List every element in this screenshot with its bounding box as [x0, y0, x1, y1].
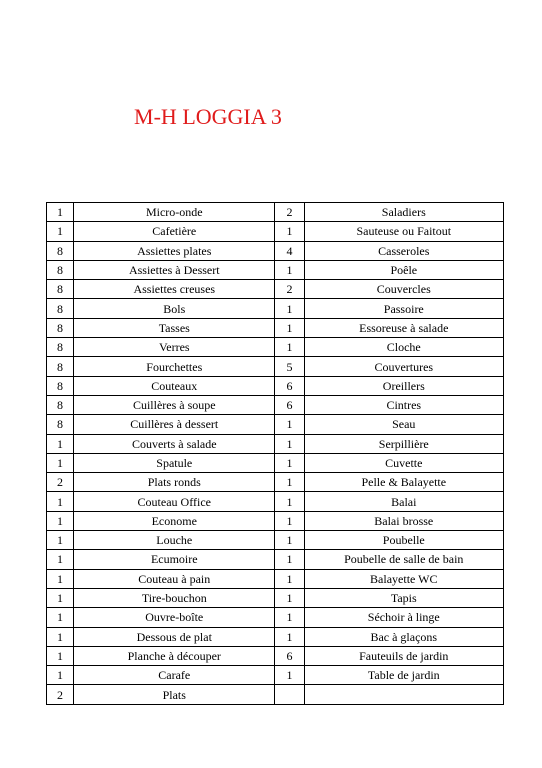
quantity-cell: 1 — [47, 492, 74, 511]
item-cell: Planche à découper — [74, 646, 275, 665]
quantity-cell: 1 — [275, 588, 304, 607]
table-row — [47, 685, 504, 705]
table-row — [47, 280, 504, 299]
quantity-cell: 1 — [47, 203, 74, 222]
table-row — [47, 550, 504, 569]
item-cell: Plats — [74, 685, 275, 705]
item-cell: Couvercles — [304, 280, 503, 299]
quantity-cell: 1 — [275, 550, 304, 569]
table-row — [47, 453, 504, 472]
quantity-cell: 4 — [275, 241, 304, 260]
item-cell: Cuillères à dessert — [74, 415, 275, 434]
quantity-cell: 8 — [47, 299, 74, 318]
table-row — [47, 569, 504, 588]
quantity-cell: 1 — [275, 531, 304, 550]
table-row — [47, 531, 504, 550]
quantity-cell — [275, 685, 304, 705]
table-row — [47, 434, 504, 453]
table-row — [47, 473, 504, 492]
quantity-cell: 8 — [47, 280, 74, 299]
item-cell: Cafetière — [74, 222, 275, 241]
quantity-cell: 1 — [47, 627, 74, 646]
item-cell: Bols — [74, 299, 275, 318]
item-cell — [304, 685, 503, 705]
quantity-cell: 2 — [275, 203, 304, 222]
table-row — [47, 299, 504, 318]
table-row — [47, 318, 504, 337]
item-cell: Tasses — [74, 318, 275, 337]
item-cell: Saladiers — [304, 203, 503, 222]
quantity-cell: 1 — [47, 550, 74, 569]
quantity-cell: 8 — [47, 376, 74, 395]
table-row — [47, 222, 504, 241]
item-cell: Assiettes plates — [74, 241, 275, 260]
item-cell: Passoire — [304, 299, 503, 318]
item-cell: Balai — [304, 492, 503, 511]
table-row — [47, 415, 504, 434]
table-row — [47, 608, 504, 627]
item-cell: Cuvette — [304, 453, 503, 472]
quantity-cell: 1 — [47, 666, 74, 685]
quantity-cell: 2 — [47, 473, 74, 492]
quantity-cell: 1 — [275, 415, 304, 434]
item-cell: Tapis — [304, 588, 503, 607]
item-cell: Tire-bouchon — [74, 588, 275, 607]
item-cell: Assiettes à Dessert — [74, 260, 275, 279]
table-row — [47, 338, 504, 357]
page-title: M-H LOGGIA 3 — [134, 104, 282, 129]
table-row — [47, 588, 504, 607]
quantity-cell: 1 — [47, 511, 74, 530]
quantity-cell: 1 — [47, 222, 74, 241]
item-cell: Micro-onde — [74, 203, 275, 222]
item-cell: Pelle & Balayette — [304, 473, 503, 492]
table-row — [47, 260, 504, 279]
item-cell: Poubelle — [304, 531, 503, 550]
item-cell: Carafe — [74, 666, 275, 685]
table-row — [47, 395, 504, 414]
table-row — [47, 666, 504, 685]
item-cell: Sauteuse ou Faitout — [304, 222, 503, 241]
quantity-cell: 1 — [275, 473, 304, 492]
item-cell: Ouvre-boîte — [74, 608, 275, 627]
item-cell: Couteau à pain — [74, 569, 275, 588]
quantity-cell: 2 — [47, 685, 74, 705]
quantity-cell: 1 — [47, 453, 74, 472]
quantity-cell: 8 — [47, 357, 74, 376]
quantity-cell: 1 — [275, 627, 304, 646]
item-cell: Cloche — [304, 338, 503, 357]
table-row — [47, 627, 504, 646]
quantity-cell: 1 — [47, 569, 74, 588]
quantity-cell: 1 — [275, 338, 304, 357]
table-row — [47, 203, 504, 222]
item-cell: Oreillers — [304, 376, 503, 395]
inventory-table — [46, 202, 504, 705]
item-cell: Plats ronds — [74, 473, 275, 492]
quantity-cell: 1 — [47, 588, 74, 607]
item-cell: Poêle — [304, 260, 503, 279]
item-cell: Seau — [304, 415, 503, 434]
quantity-cell: 1 — [275, 666, 304, 685]
quantity-cell: 1 — [47, 434, 74, 453]
quantity-cell: 8 — [47, 241, 74, 260]
item-cell: Econome — [74, 511, 275, 530]
table-row — [47, 241, 504, 260]
quantity-cell: 8 — [47, 395, 74, 414]
item-cell: Couteaux — [74, 376, 275, 395]
quantity-cell: 1 — [275, 222, 304, 241]
quantity-cell: 1 — [47, 531, 74, 550]
item-cell: Cintres — [304, 395, 503, 414]
quantity-cell: 1 — [275, 569, 304, 588]
item-cell: Balayette WC — [304, 569, 503, 588]
quantity-cell: 6 — [275, 395, 304, 414]
item-cell: Balai brosse — [304, 511, 503, 530]
quantity-cell: 8 — [47, 338, 74, 357]
item-cell: Couteau Office — [74, 492, 275, 511]
item-cell: Louche — [74, 531, 275, 550]
quantity-cell: 1 — [275, 299, 304, 318]
quantity-cell: 1 — [275, 453, 304, 472]
item-cell: Séchoir à linge — [304, 608, 503, 627]
quantity-cell: 8 — [47, 318, 74, 337]
item-cell: Ecumoire — [74, 550, 275, 569]
item-cell: Cuillères à soupe — [74, 395, 275, 414]
quantity-cell: 1 — [47, 646, 74, 665]
quantity-cell: 1 — [275, 492, 304, 511]
item-cell: Fauteuils de jardin — [304, 646, 503, 665]
item-cell: Fourchettes — [74, 357, 275, 376]
item-cell: Couvertures — [304, 357, 503, 376]
quantity-cell: 2 — [275, 280, 304, 299]
table-row — [47, 376, 504, 395]
quantity-cell: 5 — [275, 357, 304, 376]
item-cell: Poubelle de salle de bain — [304, 550, 503, 569]
item-cell: Assiettes creuses — [74, 280, 275, 299]
quantity-cell: 6 — [275, 646, 304, 665]
item-cell: Essoreuse à salade — [304, 318, 503, 337]
item-cell: Spatule — [74, 453, 275, 472]
table-row — [47, 511, 504, 530]
quantity-cell: 1 — [275, 434, 304, 453]
table-row — [47, 492, 504, 511]
item-cell: Serpillière — [304, 434, 503, 453]
quantity-cell: 8 — [47, 415, 74, 434]
quantity-cell: 1 — [275, 511, 304, 530]
table-row — [47, 646, 504, 665]
quantity-cell: 8 — [47, 260, 74, 279]
item-cell: Dessous de plat — [74, 627, 275, 646]
item-cell: Couverts à salade — [74, 434, 275, 453]
item-cell: Bac à glaçons — [304, 627, 503, 646]
item-cell: Table de jardin — [304, 666, 503, 685]
quantity-cell: 6 — [275, 376, 304, 395]
quantity-cell: 1 — [275, 260, 304, 279]
quantity-cell: 1 — [275, 318, 304, 337]
inventory-body — [47, 203, 504, 705]
item-cell: Casseroles — [304, 241, 503, 260]
table-row — [47, 357, 504, 376]
item-cell: Verres — [74, 338, 275, 357]
quantity-cell: 1 — [275, 608, 304, 627]
quantity-cell: 1 — [47, 608, 74, 627]
